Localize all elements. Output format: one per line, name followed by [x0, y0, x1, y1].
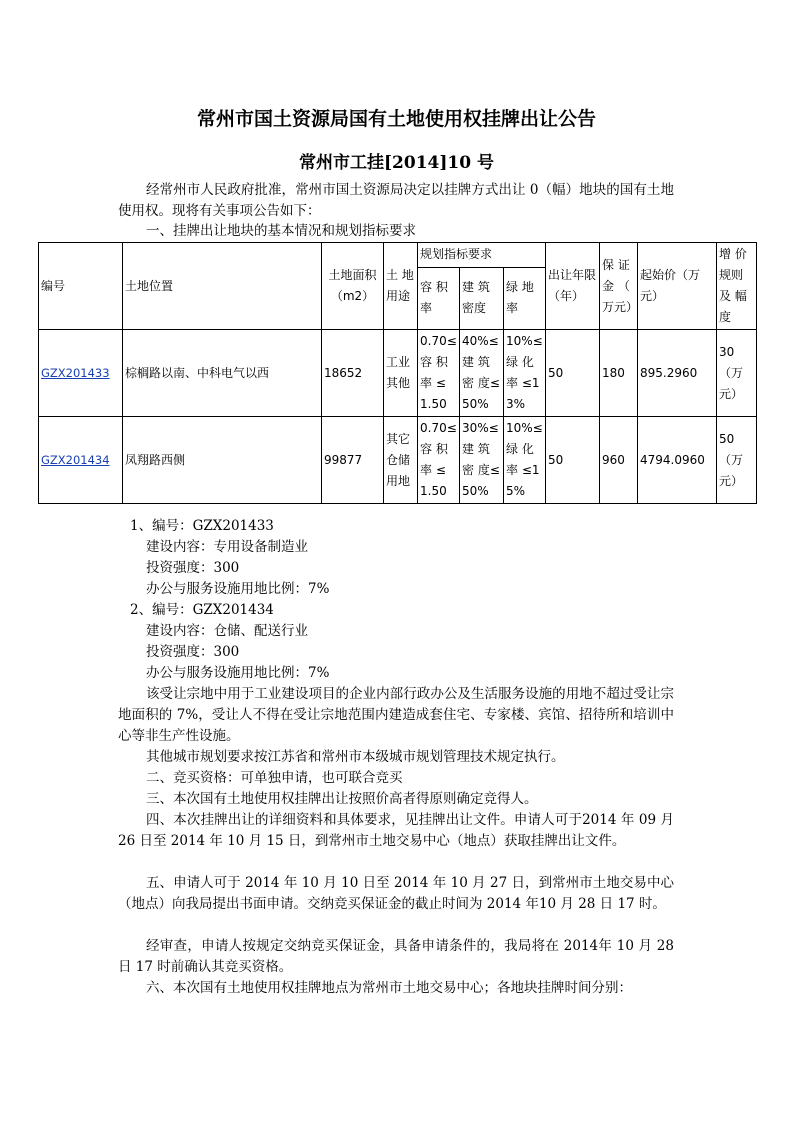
item-2-code: 2、编号：GZX201434	[130, 602, 274, 618]
header-location: 土地位置	[123, 243, 322, 330]
row-deposit: 180	[600, 330, 638, 417]
table-header-row	[39, 243, 757, 268]
header-green: 绿 地率	[504, 267, 546, 329]
row-code	[39, 417, 123, 504]
table-row	[39, 330, 757, 417]
land-use-restriction-paragraph: 该受让宗地中用于工业建设项目的企业内部行政办公及生活服务设施的用地不超过受让宗地面积的 7%，受让人不得在受让宗地范围内建造成套住宅、专家楼、宾馆、招待所和培训中心等非生产性设施。	[118, 686, 674, 744]
planning-rules-paragraph: 其他城市规划要求按江苏省和常州市本级城市规划管理技术规定执行。	[146, 749, 565, 765]
row-far: 0.70≤容 积率 ≤1.50	[418, 417, 460, 504]
row-term: 50	[546, 330, 600, 417]
section-5: 五、申请人可于 2014 年 10 月 10 日至 2014 年 10 月 27 日，到常州市土地交易中心（地点）向我局提出书面申请。交纳竞买保证金的截止时间为 2014 年10 月 28 日 17 时。	[118, 875, 674, 912]
row-term: 50	[546, 417, 600, 504]
row-green: 10%≤绿 化率 ≤15%	[504, 417, 546, 504]
row-density: 30%≤建 筑密 度≤50%	[460, 417, 504, 504]
item-1-code: 1、编号：GZX201433	[130, 518, 274, 534]
document-title: 常州市国土资源局国有土地使用权挂牌出让公告	[196, 108, 596, 130]
section-4: 四、本次挂牌出让的详细资料和具体要求，见挂牌出让文件。申请人可于2014 年 09 月 26 日至 2014 年 10 月 15 日，到常州市土地交易中心（地点）获取挂牌出让文件。	[118, 812, 674, 849]
document-number: 常州市工挂[2014]10 号	[299, 153, 494, 173]
row-deposit: 960	[600, 417, 638, 504]
table-row	[39, 417, 757, 504]
item-1-investment: 投资强度：300	[146, 560, 240, 576]
intro-paragraph: 经常州市人民政府批准，常州市国土资源局决定以挂牌方式出让 0（幅）地块的国有土地使用权。现将有关事项公告如下：	[118, 182, 674, 219]
item-2-office-ratio: 办公与服务设施用地比例：7%	[146, 665, 330, 681]
row-use: 其它 仓储 用地	[384, 417, 418, 504]
row-increment: 50（万元）	[717, 417, 757, 504]
header-code: 编号	[39, 243, 123, 330]
item-1-office-ratio: 办公与服务设施用地比例：7%	[146, 581, 330, 597]
row-green: 10%≤绿 化率 ≤13%	[504, 330, 546, 417]
header-far: 容 积率	[418, 267, 460, 329]
section-3: 三、本次国有土地使用权挂牌出让按照价高者得原则确定竞得人。	[146, 791, 538, 807]
row-increment: 30（万元）	[717, 330, 757, 417]
header-term: 出让年限（年）	[546, 243, 600, 330]
row-location: 棕榈路以南、中科电气以西	[123, 330, 322, 417]
row-code	[39, 330, 123, 417]
parcel-code-link[interactable]: GZX201434	[41, 452, 110, 467]
header-use: 土 地用途	[384, 243, 418, 330]
header-density: 建 筑密度	[460, 267, 504, 329]
row-area: 18652	[322, 330, 384, 417]
land-parcel-table	[38, 242, 757, 504]
row-price: 4794.0960	[638, 417, 717, 504]
section-6: 六、本次国有土地使用权挂牌地点为常州市土地交易中心；各地块挂牌时间分别：	[146, 980, 632, 996]
parcel-code-link[interactable]: GZX201433	[41, 365, 110, 380]
item-2-content: 建设内容：仓储、配送行业	[146, 623, 308, 639]
section-1-heading: 一、挂牌出让地块的基本情况和规划指标要求	[146, 223, 416, 239]
header-increment: 增 价规则及 幅度	[717, 243, 757, 330]
row-far: 0.70≤容 积率 ≤1.50	[418, 330, 460, 417]
header-deposit: 保 证金 （ 万元）	[600, 243, 638, 330]
item-1-content: 建设内容：专用设备制造业	[146, 539, 308, 555]
row-density: 40%≤建 筑密 度≤50%	[460, 330, 504, 417]
row-location: 凤翔路西侧	[123, 417, 322, 504]
header-price: 起始价（万元）	[638, 243, 717, 330]
item-2-investment: 投资强度：300	[146, 644, 240, 660]
row-price: 895.2960	[638, 330, 717, 417]
qualification-paragraph: 经审查，申请人按规定交纳竞买保证金，具备申请条件的，我局将在 2014年 10 月 28 日 17 时前确认其竞买资格。	[118, 938, 674, 975]
row-use: 工业 其他	[384, 330, 418, 417]
section-2: 二、竞买资格：可单独申请，也可联合竞买	[146, 770, 403, 786]
row-area: 99877	[322, 417, 384, 504]
header-planning: 规划指标要求	[418, 243, 546, 268]
header-area: 土地面积（m2）	[322, 243, 384, 330]
